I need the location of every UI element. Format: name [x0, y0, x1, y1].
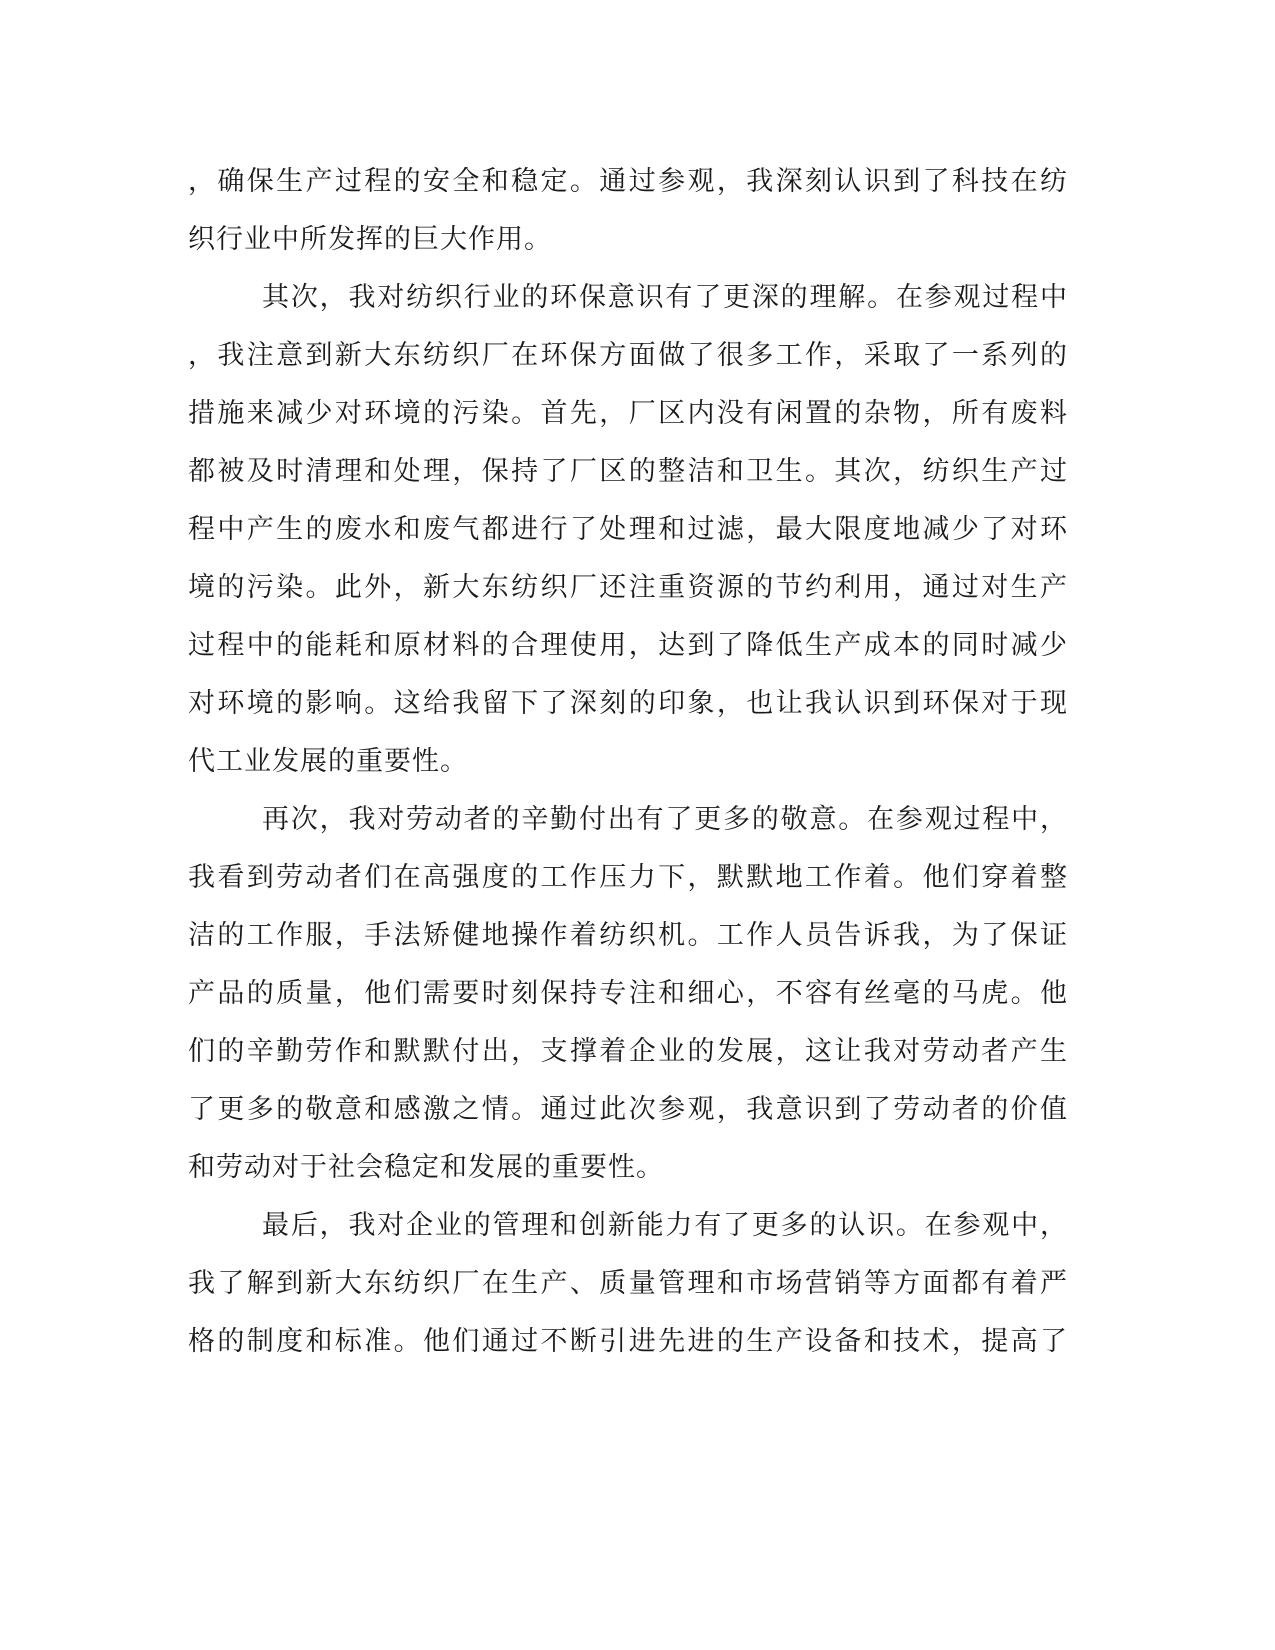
text-line: 和劳动对于社会稳定和发展的重要性。 — [188, 1152, 664, 1183]
text-line: 代工业发展的重要性。 — [188, 746, 468, 777]
paragraph-start-line: 最后，我对企业的管理和创新能力有了更多的认识。在参观中， — [262, 1210, 1068, 1241]
text-line: 我看到劳动者们在高强度的工作压力下，默默地工作着。他们穿着整 — [188, 862, 1068, 893]
text-line: 织行业中所发挥的巨大作用。 — [188, 224, 552, 255]
paragraph-start-line: 其次，我对纺织行业的环保意识有了更深的理解。在参观过程中 — [262, 282, 1068, 313]
text-line: 对环境的影响。这给我留下了深刻的印象，也让我认识到环保对于现 — [188, 688, 1068, 719]
text-line: 产品的质量，他们需要时刻保持专注和细心，不容有丝毫的马虎。他 — [188, 978, 1068, 1009]
paragraph-start-line: 再次，我对劳动者的辛勤付出有了更多的敬意。在参观过程中， — [262, 804, 1068, 835]
text-line: ，我注意到新大东纺织厂在环保方面做了很多工作，采取了一系列的 — [188, 340, 1068, 371]
text-line: 都被及时清理和处理，保持了厂区的整洁和卫生。其次，纺织生产过 — [188, 456, 1068, 487]
text-line: 我了解到新大东纺织厂在生产、质量管理和市场营销等方面都有着严 — [188, 1268, 1068, 1299]
text-line: 了更多的敬意和感激之情。通过此次参观，我意识到了劳动者的价值 — [188, 1094, 1068, 1125]
text-line: ，确保生产过程的安全和稳定。通过参观，我深刻认识到了科技在纺 — [188, 166, 1068, 197]
text-line: 程中产生的废水和废气都进行了处理和过滤，最大限度地减少了对环 — [188, 514, 1068, 545]
text-line: 过程中的能耗和原材料的合理使用，达到了降低生产成本的同时减少 — [188, 630, 1068, 661]
text-line: 措施来减少对环境的污染。首先，厂区内没有闲置的杂物，所有废料 — [188, 398, 1068, 429]
text-line: 洁的工作服，手法矫健地操作着纺织机。工作人员告诉我，为了保证 — [188, 920, 1068, 951]
text-line: 们的辛勤劳作和默默付出，支撑着企业的发展，这让我对劳动者产生 — [188, 1036, 1068, 1067]
text-line: 格的制度和标准。他们通过不断引进先进的生产设备和技术，提高了 — [188, 1326, 1068, 1357]
text-line: 境的污染。此外，新大东纺织厂还注重资源的节约利用，通过对生产 — [188, 572, 1068, 603]
